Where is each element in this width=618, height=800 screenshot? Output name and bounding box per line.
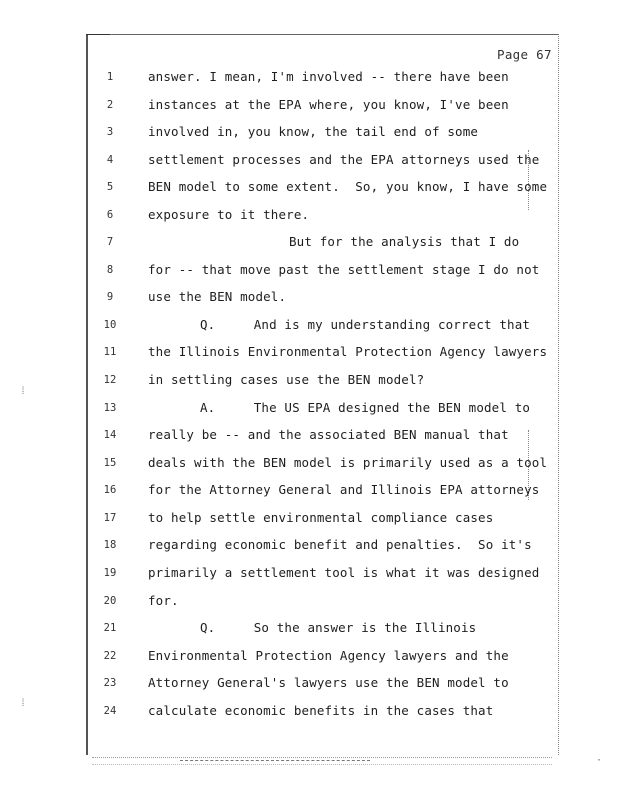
line-number: 9 bbox=[106, 291, 114, 303]
line-text: involved in, you know, the tail end of some bbox=[148, 124, 479, 139]
line-text: really be -- and the associated BEN manual that bbox=[148, 427, 509, 442]
line-number: 24 bbox=[103, 705, 117, 717]
line-text: for -- that move past the settlement stage I do not bbox=[148, 262, 540, 277]
line-number: 21 bbox=[103, 622, 117, 634]
line-number: 16 bbox=[103, 484, 117, 496]
line-text: But for the analysis that I do bbox=[289, 234, 520, 249]
transcript-line bbox=[0, 371, 618, 391]
transcript-line bbox=[0, 206, 618, 226]
line-text: regarding economic benefit and penalties. So it's bbox=[148, 537, 532, 552]
line-text: calculate economic benefits in the cases that bbox=[148, 703, 494, 718]
page-border-corner bbox=[86, 34, 110, 35]
line-text: Environmental Protection Agency lawyers and the bbox=[148, 648, 509, 663]
line-number: 20 bbox=[103, 595, 117, 607]
scan-artifact: ⁞ bbox=[20, 386, 27, 397]
line-text: exposure to it there. bbox=[148, 207, 310, 222]
line-text: in settling cases use the BEN model? bbox=[148, 372, 425, 387]
transcript-line bbox=[0, 592, 618, 612]
line-text: for. bbox=[148, 593, 179, 608]
line-number: 11 bbox=[103, 346, 117, 358]
transcript-line bbox=[0, 702, 618, 722]
line-number: 10 bbox=[103, 319, 117, 331]
transcript-line bbox=[0, 96, 618, 116]
line-number: 3 bbox=[106, 126, 114, 138]
transcript-line bbox=[0, 261, 618, 281]
transcript-line bbox=[0, 619, 618, 639]
line-text: Q. And is my understanding correct that bbox=[200, 317, 531, 332]
line-text: Q. So the answer is the Illinois bbox=[200, 620, 477, 635]
line-number: 14 bbox=[103, 429, 117, 441]
line-number: 8 bbox=[106, 264, 114, 276]
line-number: 13 bbox=[103, 402, 117, 414]
line-number: 18 bbox=[103, 539, 117, 551]
line-text: settlement processes and the EPA attorneys used the bbox=[148, 152, 540, 167]
line-text: use the BEN model. bbox=[148, 289, 287, 304]
transcript-line bbox=[0, 316, 618, 336]
line-text: primarily a settlement tool is what it was designed bbox=[148, 565, 540, 580]
line-number: 15 bbox=[103, 457, 117, 469]
transcript-line bbox=[0, 509, 618, 529]
line-text: Attorney General's lawyers use the BEN model to bbox=[148, 675, 509, 690]
line-number: 17 bbox=[103, 512, 117, 524]
line-number: 4 bbox=[106, 154, 114, 166]
transcript-line bbox=[0, 343, 618, 363]
line-text: instances at the EPA where, you know, I've been bbox=[148, 97, 509, 112]
line-number: 19 bbox=[103, 567, 117, 579]
transcript-line bbox=[0, 536, 618, 556]
line-number: 6 bbox=[106, 209, 114, 221]
line-number: 2 bbox=[106, 99, 114, 111]
scan-artifact: · bbox=[596, 755, 603, 766]
line-number: 12 bbox=[103, 374, 117, 386]
transcript-line bbox=[0, 564, 618, 584]
transcript-line bbox=[0, 233, 618, 253]
transcript-line bbox=[0, 454, 618, 474]
line-text: to help settle environmental compliance cases bbox=[148, 510, 494, 525]
line-number: 7 bbox=[106, 236, 114, 248]
scan-artifact: ⁞ bbox=[20, 698, 27, 709]
transcript-line bbox=[0, 426, 618, 446]
footer-scan-noise bbox=[180, 760, 370, 763]
transcript-line bbox=[0, 481, 618, 501]
line-number: 23 bbox=[103, 677, 117, 689]
page-number: Page 67 bbox=[497, 47, 552, 62]
line-text: A. The US EPA designed the BEN model to bbox=[200, 400, 531, 415]
line-number: 5 bbox=[106, 181, 114, 193]
line-text: the Illinois Environmental Protection Agency lawyers bbox=[148, 344, 548, 359]
transcript-line bbox=[0, 399, 618, 419]
transcript-line bbox=[0, 288, 618, 308]
line-text: answer. I mean, I'm involved -- there have been bbox=[148, 69, 509, 84]
transcript-line bbox=[0, 151, 618, 171]
line-text: deals with the BEN model is primarily used as a tool bbox=[148, 455, 548, 470]
line-text: for the Attorney General and Illinois EPA attorneys bbox=[148, 482, 540, 497]
transcript-line bbox=[0, 647, 618, 667]
transcript-line bbox=[0, 674, 618, 694]
transcript-line bbox=[0, 68, 618, 88]
line-number: 1 bbox=[106, 71, 114, 83]
line-number: 22 bbox=[103, 650, 117, 662]
transcript-line bbox=[0, 178, 618, 198]
line-text: BEN model to some extent. So, you know, I have some bbox=[148, 179, 548, 194]
transcript-line bbox=[0, 123, 618, 143]
